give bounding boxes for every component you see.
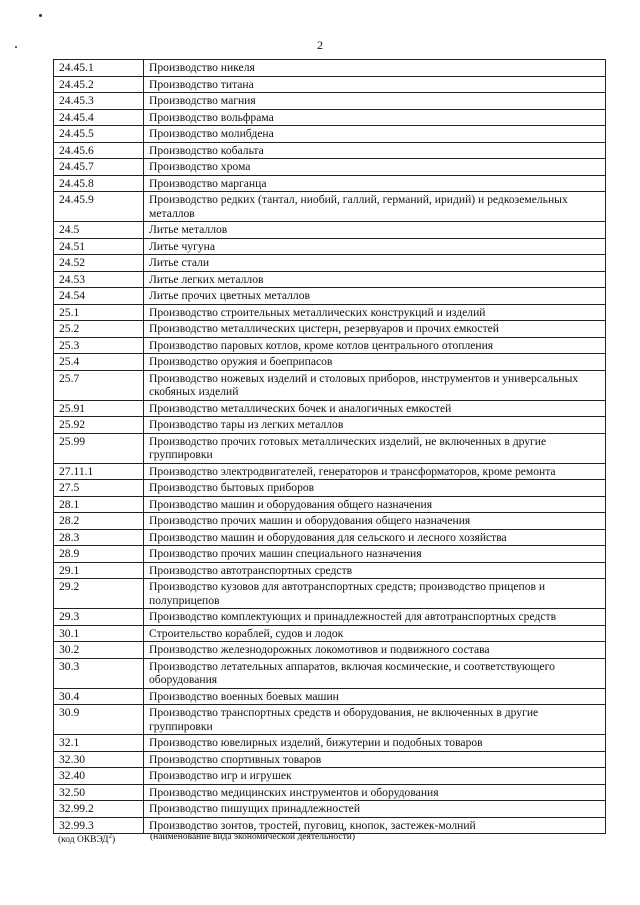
okved-code: 29.1 — [54, 562, 144, 579]
table-row — [54, 321, 606, 338]
okved-code: 32.99.2 — [54, 801, 144, 818]
okved-code: 24.51 — [54, 238, 144, 255]
table-row — [54, 513, 606, 530]
activity-name: Производство прочих готовых металлических изделий, не включенных в другие группировки — [144, 433, 606, 463]
page-number: 2 — [317, 38, 323, 52]
okved-code: 30.3 — [54, 658, 144, 688]
okved-code: 24.54 — [54, 288, 144, 305]
okved-code: 28.2 — [54, 513, 144, 530]
okved-code: 24.45.8 — [54, 175, 144, 192]
table-row — [54, 433, 606, 463]
okved-code: 30.4 — [54, 688, 144, 705]
okved-code: 28.9 — [54, 546, 144, 563]
table-row — [54, 642, 606, 659]
table-row — [54, 354, 606, 371]
okved-code: 25.2 — [54, 321, 144, 338]
activity-name: Производство титана — [144, 76, 606, 93]
okved-code: 27.11.1 — [54, 463, 144, 480]
table-row — [54, 625, 606, 642]
okved-code: 24.52 — [54, 255, 144, 272]
table-row — [54, 768, 606, 785]
activity-name: Производство ножевых изделий и столовых приборов, инструментов и универсальных скобяных изделий — [144, 370, 606, 400]
activity-name: Производство зонтов, тростей, пуговиц, кнопок, застежек-молний — [144, 817, 606, 834]
activity-name: Производство электродвигателей, генераторов и трансформаторов, кроме ремонта — [144, 463, 606, 480]
activity-name: Производство медицинских инструментов и оборудования — [144, 784, 606, 801]
activity-name: Производство кузовов для автотранспортных средств; производство прицепов и полуприцепов — [144, 579, 606, 609]
activity-name: Производство молибдена — [144, 126, 606, 143]
activity-name: Производство прочих машин и оборудования общего назначения — [144, 513, 606, 530]
table-row — [54, 496, 606, 513]
activity-name: Литье прочих цветных металлов — [144, 288, 606, 305]
activity-name: Производство железнодорожных локомотивов и подвижного состава — [144, 642, 606, 659]
okved-code: 24.45.9 — [54, 192, 144, 222]
table-row — [54, 159, 606, 176]
activity-name: Производство паровых котлов, кроме котлов центрального отопления — [144, 337, 606, 354]
activity-name: Производство марганца — [144, 175, 606, 192]
table-row — [54, 801, 606, 818]
activity-name: Производство игр и игрушек — [144, 768, 606, 785]
activity-name: Производство хрома — [144, 159, 606, 176]
table-row — [54, 304, 606, 321]
okved-code: 28.3 — [54, 529, 144, 546]
okved-code: 24.45.4 — [54, 109, 144, 126]
okved-code: 24.45.3 — [54, 93, 144, 110]
code-caption-text: (код ОКВЭД — [58, 835, 109, 846]
activity-name: Производство машин и оборудования для сельского и лесного хозяйства — [144, 529, 606, 546]
okved-code: 24.45.5 — [54, 126, 144, 143]
table-row — [54, 93, 606, 110]
okved-code: 29.2 — [54, 579, 144, 609]
activity-name: Производство прочих машин специального назначения — [144, 546, 606, 563]
table-row — [54, 400, 606, 417]
activity-name: Производство бытовых приборов — [144, 480, 606, 497]
table-row — [54, 480, 606, 497]
table-row — [54, 238, 606, 255]
okved-code: 32.40 — [54, 768, 144, 785]
okved-code: 25.92 — [54, 417, 144, 434]
activity-name: Производство ювелирных изделий, бижутерии и подобных товаров — [144, 735, 606, 752]
table-row — [54, 76, 606, 93]
activity-name: Производство летательных аппаратов, включая космические, и соответствующего оборудования — [144, 658, 606, 688]
table-row — [54, 271, 606, 288]
code-caption — [58, 832, 115, 845]
table-row — [54, 688, 606, 705]
table-row — [54, 658, 606, 688]
okved-code: 25.3 — [54, 337, 144, 354]
okved-code: 25.4 — [54, 354, 144, 371]
okved-code: 25.7 — [54, 370, 144, 400]
activity-name: Производство машин и оборудования общего назначения — [144, 496, 606, 513]
okved-table-body — [54, 60, 606, 834]
okved-code: 24.53 — [54, 271, 144, 288]
okved-code: 27.5 — [54, 480, 144, 497]
activity-name: Производство вольфрама — [144, 109, 606, 126]
table-row — [54, 562, 606, 579]
table-row — [54, 192, 606, 222]
activity-name: Литье металлов — [144, 222, 606, 239]
table-row — [54, 60, 606, 77]
okved-code: 24.45.1 — [54, 60, 144, 77]
okved-code: 24.45.2 — [54, 76, 144, 93]
activity-name: Производство кобальта — [144, 142, 606, 159]
okved-code: 25.99 — [54, 433, 144, 463]
activity-name: Производство магния — [144, 93, 606, 110]
table-row — [54, 529, 606, 546]
table-row — [54, 175, 606, 192]
activity-name: Производство металлических цистерн, резервуаров и прочих емкостей — [144, 321, 606, 338]
table-row — [54, 463, 606, 480]
okved-code: 32.30 — [54, 751, 144, 768]
activity-name: Производство металлических бочек и аналогичных емкостей — [144, 400, 606, 417]
table-row — [54, 109, 606, 126]
okved-code: 28.1 — [54, 496, 144, 513]
table-row — [54, 705, 606, 735]
code-caption-end: ) — [111, 835, 116, 846]
table-row — [54, 735, 606, 752]
okved-code: 30.1 — [54, 625, 144, 642]
okved-code: 29.3 — [54, 609, 144, 626]
okved-code: 25.91 — [54, 400, 144, 417]
activity-name: Производство пишущих принадлежностей — [144, 801, 606, 818]
table-row — [54, 370, 606, 400]
table-row — [54, 546, 606, 563]
okved-code: 24.5 — [54, 222, 144, 239]
table-row — [54, 609, 606, 626]
okved-code: 32.99.3 — [54, 817, 144, 834]
okved-code: 30.2 — [54, 642, 144, 659]
activity-name: Производство оружия и боеприпасов — [144, 354, 606, 371]
table-row — [54, 579, 606, 609]
table-row — [54, 337, 606, 354]
activity-name: Производство редких (тантал, ниобий, галлий, германий, иридий) и редкоземельных металлов — [144, 192, 606, 222]
table-row — [54, 142, 606, 159]
activity-name: Производство комплектующих и принадлежностей для автотранспортных средств — [144, 609, 606, 626]
activity-name: Литье легких металлов — [144, 271, 606, 288]
activity-name: Производство военных боевых машин — [144, 688, 606, 705]
activity-name: Литье стали — [144, 255, 606, 272]
table-row — [54, 288, 606, 305]
okved-code: 24.45.6 — [54, 142, 144, 159]
okved-code: 30.9 — [54, 705, 144, 735]
activity-name: Литье чугуна — [144, 238, 606, 255]
table-row — [54, 222, 606, 239]
table-row — [54, 255, 606, 272]
table-row — [54, 126, 606, 143]
name-caption: (наименование вида экономической деятельности) — [150, 832, 355, 842]
scan-speck — [39, 14, 42, 17]
okved-table — [53, 59, 606, 834]
okved-code: 32.1 — [54, 735, 144, 752]
table-row — [54, 751, 606, 768]
okved-code: 25.1 — [54, 304, 144, 321]
activity-name: Производство автотранспортных средств — [144, 562, 606, 579]
activity-name: Производство никеля — [144, 60, 606, 77]
okved-code: 24.45.7 — [54, 159, 144, 176]
okved-code: 32.50 — [54, 784, 144, 801]
code-caption-footnote: 2 — [108, 832, 112, 840]
activity-name: Производство транспортных средств и оборудования, не включенных в другие группировки — [144, 705, 606, 735]
activity-name: Производство строительных металлических конструкций и изделий — [144, 304, 606, 321]
activity-name: Строительство кораблей, судов и лодок — [144, 625, 606, 642]
table-row — [54, 784, 606, 801]
activity-name: Производство тары из легких металлов — [144, 417, 606, 434]
table-row — [54, 417, 606, 434]
activity-name: Производство спортивных товаров — [144, 751, 606, 768]
